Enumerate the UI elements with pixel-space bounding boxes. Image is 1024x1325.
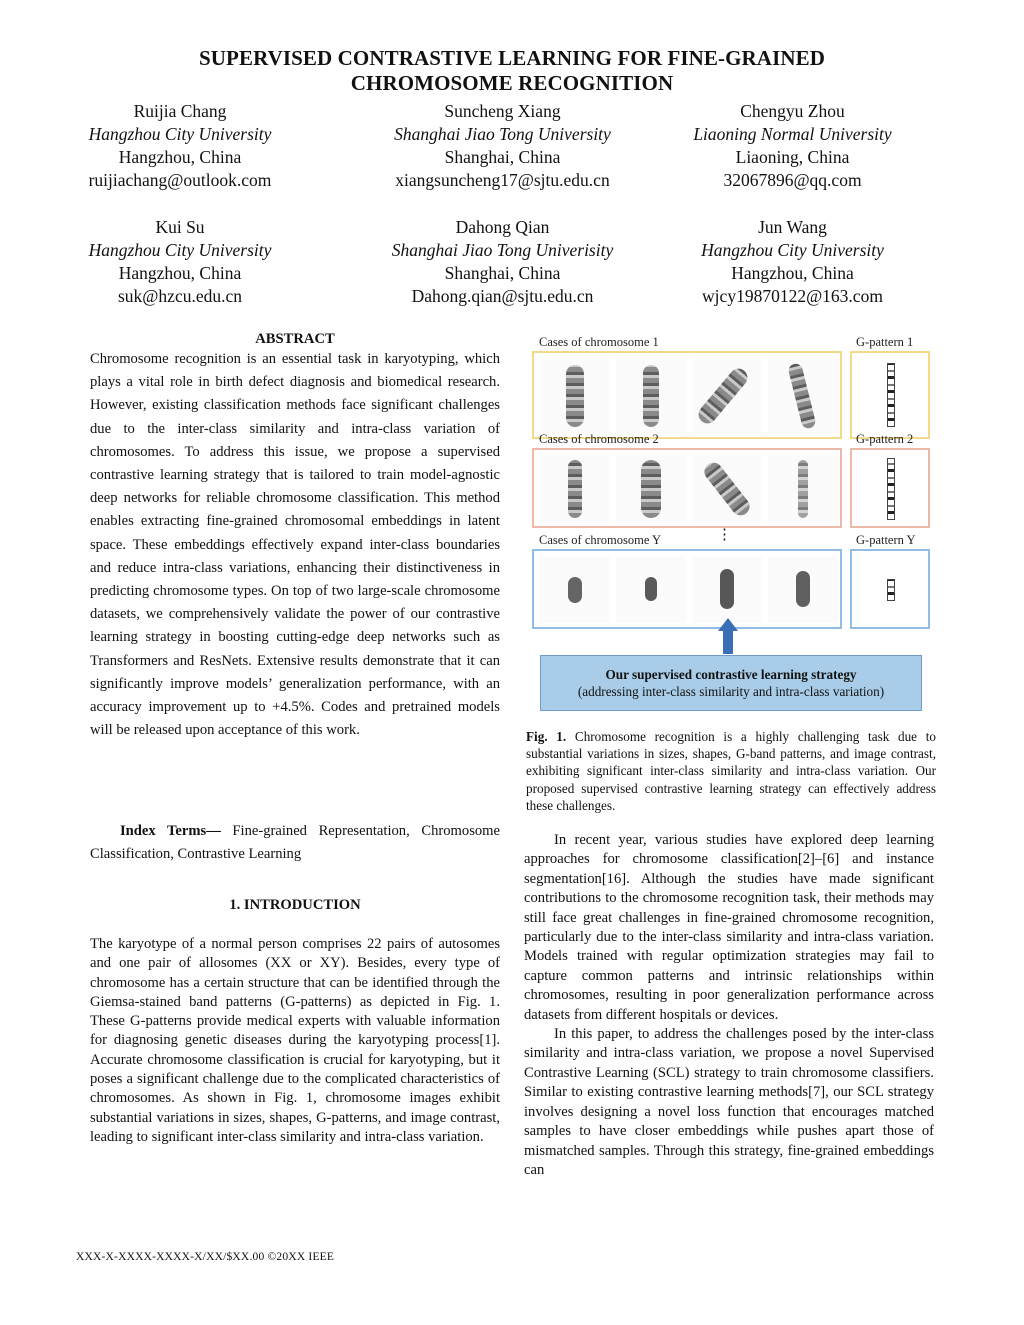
chromosome-image [616,456,686,522]
chromosome-image [692,359,762,433]
gpattern-bar [887,363,895,427]
chromosome-image [692,456,762,522]
author-name: Kui Su [155,217,205,237]
paragraph: In this paper, to address the challenges posed by the inter-class similarity and intra-class variation, we propose a novel Supervised Contrastive Learning (SCL) strategy to train chromosome classifiers. Similar to existing contrastive learning methods[7], our SCL strategy involves designing a novel loss function that encourages matched samples to have closer embeddings while pushes apart those of mismatched samples. Through this strategy, fine-grained embeddings can [524,1026,934,1178]
author-affiliation: Hangzhou City University [88,240,272,260]
cases-row-y [532,549,842,629]
right-column-text [524,831,934,1180]
chromosome-image [540,359,610,433]
author-name: Jun Wang [758,217,827,237]
paper-title [0,46,1024,96]
strategy-box [540,655,922,711]
gpattern-bar [887,579,895,601]
chromosome-image [616,359,686,433]
cases-label: Cases of chromosome Y [539,533,662,547]
author-block [360,100,645,192]
title-line-1: SUPERVISED CONTRASTIVE LEARNING FOR FINE-GRAINED [199,46,825,70]
chromosome-image [540,557,610,623]
author-block [360,216,645,308]
caption-label: Fig. 1. [526,729,567,744]
author-block [670,216,915,308]
index-terms [90,820,500,866]
chromosome-image [692,557,762,623]
ellipsis: ⋮ [717,527,732,543]
author-affiliation: Shanghai Jiao Tong Univerisity [391,240,614,260]
gpattern-box-2 [850,448,930,528]
strategy-title: Our supervised contrastive learning strategy [605,667,857,682]
author-location: Shanghai, China [444,147,561,167]
gpattern-box-1 [850,351,930,439]
author-email[interactable]: wjcy19870122@163.com [702,286,883,306]
cases-row-1 [532,351,842,439]
strategy-subtitle: (addressing inter-class similarity and intra-class variation) [577,684,885,699]
author-email[interactable]: 32067896@qq.com [723,170,862,190]
author-affiliation: Liaoning Normal University [693,124,892,144]
figure-1 [524,330,936,730]
pattern-label: G-pattern Y [856,533,916,547]
index-terms-text: Fine-grained Representation, Chromosome Classification, Contrastive Learning [90,823,500,863]
author-name: Chengyu Zhou [740,101,845,121]
author-block [670,100,915,192]
author-affiliation: Hangzhou City University [88,124,272,144]
abstract-heading: ABSTRACT [255,331,335,347]
author-location: Hangzhou, China [118,263,242,283]
gpattern-box-y [850,549,930,629]
figure-caption [526,728,936,814]
author-location: Hangzhou, China [731,263,854,283]
cases-label: Cases of chromosome 2 [539,432,659,446]
pattern-label: G-pattern 2 [856,432,914,446]
paragraph: In recent year, various studies have explored deep learning approaches for chromosome classification[2]–[6] and instance segmentation[16]. Although the studies have made significant contributions to the chromosome recognition task, their methods may still face great challenges in fine-grained chromosome recognition, particularly due to the inter-class similarity and intra-class variation. Models trained with regular optimization strategies may fail to capture common patterns and intrinsic relationships within chromosomes, resulting in poor generalization performance across datasets from different hospitals or devices. [524,832,934,1023]
caption-text: Chromosome recognition is a highly challenging task due to substantial variations in sizes, shapes, G-band patterns, and image contrast, exhibiting significant inter-class similarity and intra-class variation. Our proposed supervised contrastive learning strategy can effectively address these challenges. [526,729,936,813]
chromosome-image [768,456,838,522]
author-affiliation: Hangzhou City University [701,240,884,260]
up-arrow-shaft [723,630,733,654]
author-email[interactable]: xiangsuncheng17@sjtu.edu.cn [395,170,610,190]
copyright-footer: XXX-X-XXXX-XXXX-X/XX/$XX.00 ©20XX IEEE [76,1251,335,1263]
chromosome-image [540,456,610,522]
pattern-label: G-pattern 1 [856,335,914,349]
chromosome-image [616,557,686,623]
index-terms-label: Index Terms— [120,823,221,839]
author-location: Liaoning, China [735,147,850,167]
author-email[interactable]: Dahong.qian@sjtu.edu.cn [411,286,594,306]
chromosome-image [768,359,838,433]
chromosome-image [768,557,838,623]
introduction-body: The karyotype of a normal person comprises 22 pairs of autosomes and one pair of allosomes (XX or XY). Besides, every type of chromosome has a certain structure that can be identified through the Giemsa-stained band patterns (G-patterns) as depicted in Fig. 1. These G-patterns provide medical experts with valuable information for diagnosing genetic diseases during the karyotyping process[1]. Accurate chromosome classification is crucial for karyotyping, but it poses a significant challenge due to the complicated characteristics of chromosomes. As shown in Fig. 1, chromosome images exhibit substantial variations in sizes, shapes, G-patterns, and image contrast, leading to significant inter-class similarity and intra-class variation. [90,936,500,1145]
gpattern-bar [887,458,895,520]
cases-row-2 [532,448,842,528]
introduction-heading: 1. INTRODUCTION [229,897,361,913]
author-name: Dahong Qian [455,217,550,237]
author-location: Hangzhou, China [118,147,242,167]
author-name: Ruijia Chang [133,101,227,121]
title-line-2: CHROMOSOME RECOGNITION [350,71,674,95]
author-email[interactable]: ruijiachang@outlook.com [88,170,272,190]
cases-label: Cases of chromosome 1 [539,335,659,349]
abstract-body: Chromosome recognition is an essential task in karyotyping, which plays a vital role in birth defect diagnosis and biomedical research. However, existing classification methods face significant challenges due to the inter-class similarity and intra-class variation of chromosomes. To address this issue, we propose a supervised contrastive learning strategy that is tailored to train model-agnostic deep networks for reliable chromosome classification. This method enables extracting fine-grained chromosomal embeddings in latent space. These embeddings effectively expand inter-class boundaries and reduce intra-class variations, enhancing their distinctiveness in predicting chromosome types. On top of two large-scale chromosome datasets, we comprehensively validate the power of our contrastive learning strategy in boosting cutting-edge deep networks such as Transformers and ResNets. Extensive results demonstrate that it can significantly improve models’ generalization performance, with an accuracy improvement up to +4.5%. Codes and pretrained models will be released upon acceptance of this work. [90,351,500,739]
author-block [60,100,300,192]
author-name: Suncheng Xiang [444,101,561,121]
author-email[interactable]: suk@hzcu.edu.cn [118,286,242,306]
author-location: Shanghai, China [444,263,561,283]
author-block [60,216,300,308]
author-affiliation: Shanghai Jiao Tong University [394,124,611,144]
